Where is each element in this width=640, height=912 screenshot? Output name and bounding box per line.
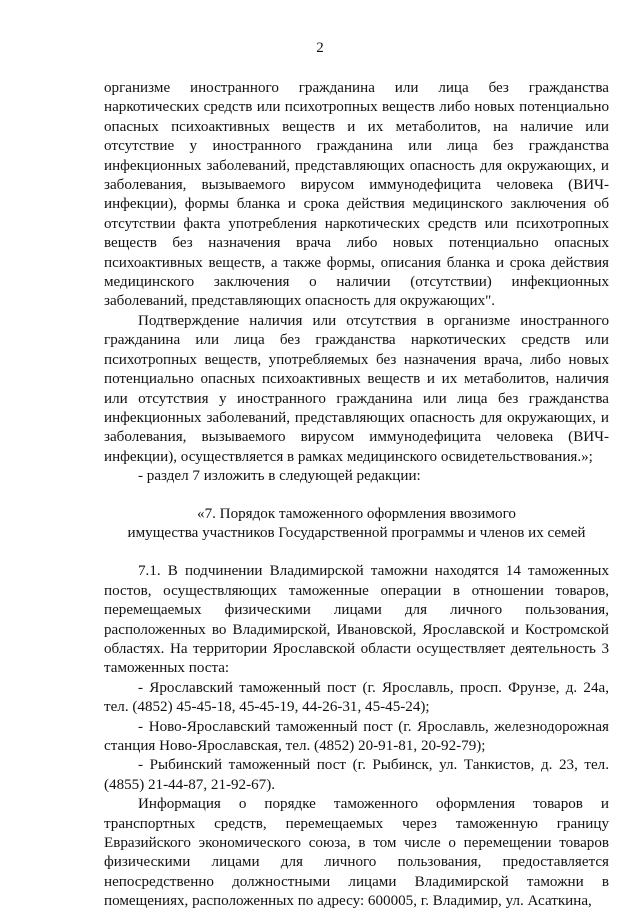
page-number: 2 bbox=[316, 40, 324, 56]
customs-post-novo-yaroslavl: - Ново-Ярославский таможенный пост (г. Ярославль, железнодорожная станция Ново-Ярославская, тел. (4852) 20-91-81, 20-92-79); bbox=[104, 718, 609, 754]
customs-post-yaroslavl: - Ярославский таможенный пост (г. Ярославль, просп. Фрунзе, д. 24а, тел. (4852) 45-45-18, 45-45-19, 44-26-31, 45-45-24); bbox=[104, 679, 609, 716]
paragraph-information: Информация о порядке таможенного оформления товаров и транспортных средств, перемещаемых через таможенную границу Евразийского экономического союза, в том числе о перемещении товаров физическими лицами для личного пользования, предоставляется непосредственно должностными лицами Владимирской таможни в помещениях, расположенных по адресу: 600005, г. Владимир, ул. Асаткина, bbox=[104, 796, 609, 910]
customs-post-rybinsk: - Рыбинский таможенный пост (г. Рыбинск, ул. Танкистов, д. 23, тел. (4855) 21-44-87, 21-92-67). bbox=[104, 757, 609, 793]
paragraph-section-7-instruction: - раздел 7 изложить в следующей редакции: bbox=[138, 468, 421, 485]
document-body bbox=[104, 79, 609, 912]
paragraph-confirmation: Подтверждение наличия или отсутствия в организме иностранного гражданина или лица без гражданства наркотических средств или психотропных веществ, употребляемых без назначения врача, либо новых потенциально опасных психоактивных веществ и их метаболитов, наличия или отсутствия у иностранного гражданина или лица без гражданства инфекционных заболеваний, представляющих опасность для окружающих, и заболевания, вызываемого вирусом иммунодефицита человека (ВИЧ-инфекции), осуществляется в рамках медицинского освидетельствования.»; bbox=[104, 312, 609, 465]
section-7-heading-line-1: «7. Порядок таможенного оформления ввозимого bbox=[197, 505, 516, 522]
paragraph-continuation: организме иностранного гражданина или лица без гражданства наркотических средств или психотропных веществ либо новых потенциально опасных психоактивных веществ и их метаболитов, на наличие или отсутствие у иностранного гражданина или лица без гражданства инфекционных заболеваний, представляющих опасность для окружающих, и заболевания, вызываемого вирусом иммунодефицита человека (ВИЧ-инфекции), формы бланка и срока действия медицинского заключения об отсутствии факта употребления наркотических средств или психотропных веществ без назначения врача либо новых потенциально опасных психоактивных веществ, а также формы, описания бланка и срока действия медицинского заключения о наличии (отсутствии) инфекционных заболеваний, представляющих опасность для окружающих". bbox=[104, 80, 609, 310]
section-7-heading-line-2: имущества участников Государственной программы и членов их семей bbox=[127, 524, 586, 541]
paragraph-7-1: 7.1. В подчинении Владимирской таможни находятся 14 таможенных постов, осуществляющих таможенные операции в отношении товаров, перемещаемых физическими лицами для личного пользования, расположенных во Владимирской, Ивановской, Ярославской и Костромской областях. На территории Ярославской области осуществляет деятельность 3 таможенных поста: bbox=[104, 563, 609, 677]
section-7-heading bbox=[104, 505, 609, 544]
